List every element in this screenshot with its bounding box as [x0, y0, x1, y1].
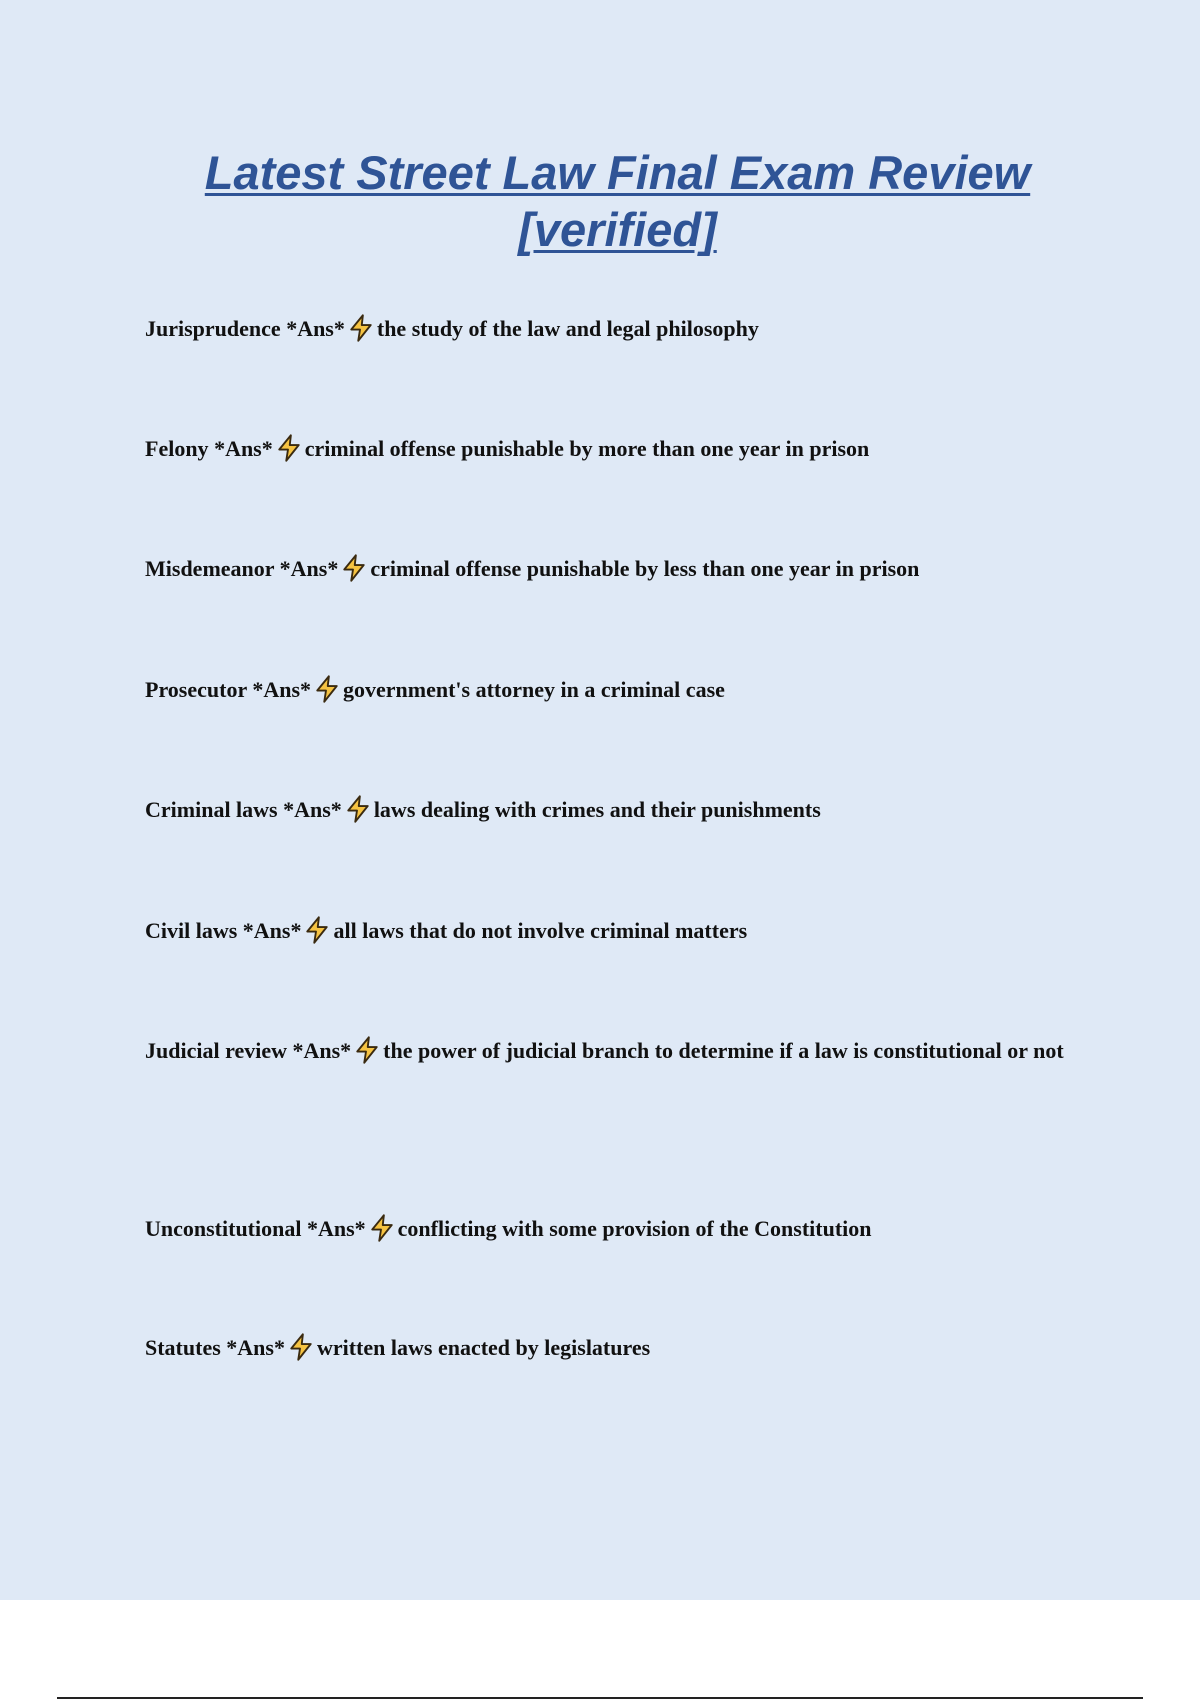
- lightning-bolt-icon: [286, 1332, 316, 1362]
- lightning-bolt-icon: [346, 313, 376, 343]
- qa-definition: laws dealing with crimes and their punishments: [373, 797, 821, 822]
- lightning-bolt-icon: [339, 553, 369, 583]
- qa-item: [145, 659, 1095, 721]
- qa-term: Felony: [145, 436, 209, 461]
- qa-item: [145, 298, 1095, 360]
- qa-term: Judicial review: [145, 1038, 287, 1063]
- qa-item: [145, 418, 1095, 480]
- qa-answer-marker: *Ans*: [252, 677, 312, 702]
- qa-answer-marker: *Ans*: [283, 797, 342, 822]
- qa-item: [145, 900, 1095, 962]
- qa-term: Misdemeanor: [145, 556, 275, 581]
- qa-definition: criminal offense punishable by less than one year in prison: [370, 556, 920, 581]
- qa-answer-marker: *Ans*: [242, 918, 302, 943]
- qa-definition: all laws that do not involve criminal matters: [333, 918, 748, 943]
- qa-item: [145, 779, 1095, 841]
- qa-definition: written laws enacted by legislatures: [316, 1335, 651, 1360]
- page-title: Latest Street Law Final Exam Review [verified]: [204, 146, 1031, 256]
- qa-answer-marker: *Ans*: [214, 436, 273, 461]
- qa-term: Statutes: [145, 1335, 221, 1360]
- footer-divider: [57, 1697, 1143, 1699]
- lightning-bolt-icon: [302, 915, 332, 945]
- lightning-bolt-icon: [274, 433, 304, 463]
- qa-definition: criminal offense punishable by more than one year in prison: [304, 436, 870, 461]
- qa-term: Unconstitutional: [145, 1216, 302, 1241]
- lightning-bolt-icon: [367, 1213, 397, 1243]
- qa-definition: the study of the law and legal philosophy: [376, 316, 759, 341]
- qa-answer-marker: *Ans*: [306, 1216, 366, 1241]
- qa-answer-marker: *Ans*: [292, 1038, 352, 1063]
- lightning-bolt-icon: [312, 674, 342, 704]
- qa-term: Criminal laws: [145, 797, 278, 822]
- qa-definition: government's attorney in a criminal case: [343, 677, 725, 702]
- qa-term: Jurisprudence: [145, 316, 281, 341]
- lightning-bolt-icon: [352, 1035, 382, 1065]
- qa-term: Civil laws: [145, 918, 238, 943]
- qa-item: [145, 538, 1095, 600]
- qa-item: [145, 1020, 1095, 1082]
- qa-item: [145, 1198, 1095, 1260]
- qa-answer-marker: *Ans*: [226, 1335, 285, 1360]
- qa-answer-marker: *Ans*: [286, 316, 345, 341]
- qa-term: Prosecutor: [145, 677, 247, 702]
- qa-definition: conflicting with some provision of the Constitution: [397, 1216, 872, 1241]
- qa-item: [145, 1317, 1095, 1379]
- qa-answer-marker: *Ans*: [279, 556, 339, 581]
- qa-definition: the power of judicial branch to determine if a law is constitutional or not: [383, 1038, 1064, 1063]
- lightning-bolt-icon: [343, 794, 373, 824]
